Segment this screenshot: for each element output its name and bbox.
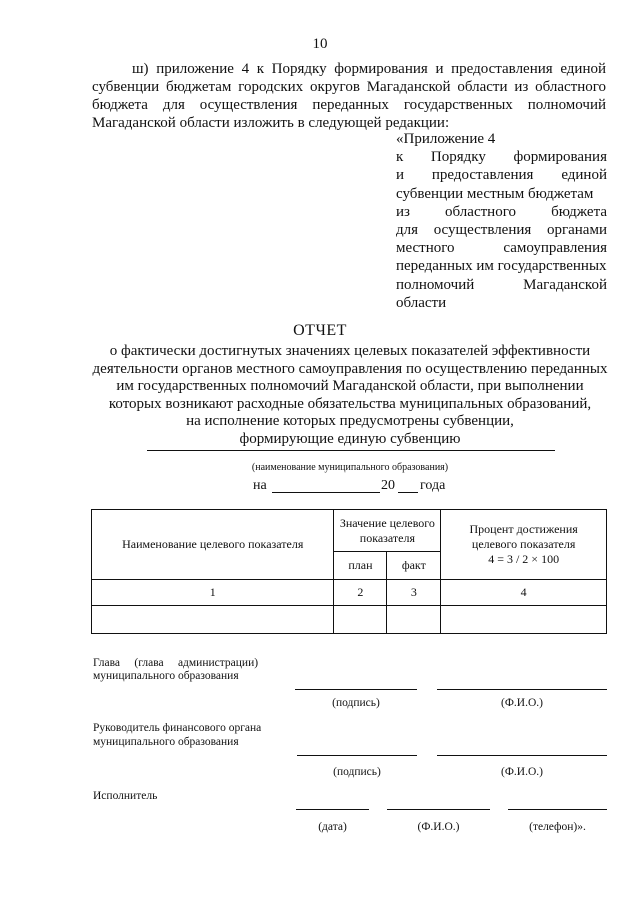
period-year-prefix: 20: [381, 478, 395, 493]
executor-date-line: [296, 809, 369, 810]
subtitle-line: на исполнение которых предусмотрены субвенции,: [186, 413, 514, 430]
appendix-line: и предоставления единой: [396, 167, 607, 184]
subtitle-line: формирующие единую субвенцию: [239, 430, 461, 447]
executor-phone-line: [508, 809, 607, 810]
executor-fio-line: [387, 809, 490, 810]
intro-line: Магаданской области изложить в следующей редакции:: [92, 115, 450, 131]
col-number: 4: [441, 580, 607, 606]
col-header-value: Значение целевого показателя: [334, 510, 441, 552]
fin-title-line2: муниципального образования: [93, 736, 239, 748]
col-header-fact: факт: [387, 552, 441, 580]
fin-signature-line: [297, 755, 417, 756]
appendix-line: к Порядку формирования: [396, 149, 607, 166]
appendix-line: переданных им государственных: [396, 258, 607, 275]
executor-date-caption: (дата): [318, 821, 347, 833]
executor-fio-caption: (Ф.И.О.): [417, 821, 460, 833]
head-title-line2: муниципального образования: [93, 670, 239, 682]
head-fio-caption: (Ф.И.О.): [501, 697, 543, 709]
col-header-indicator: Наименование целевого показателя: [92, 510, 334, 580]
subtitle-line: им государственных полномочий Магаданской области, при выполнении: [116, 378, 584, 395]
col-header-percent: Процент достижения целевого показателя 4 = 3 / 2 × 100: [441, 510, 607, 580]
col-number: 2: [334, 580, 387, 606]
executor-label: Исполнитель: [93, 790, 158, 802]
subtitle-line: которых возникают расходные обязательства муниципальных образований,: [108, 395, 592, 412]
period-year-line: [398, 492, 418, 493]
intro-line: бюджета для осуществления переданных государственных полномочий: [92, 97, 606, 113]
appendix-line: для осуществления органами: [396, 222, 607, 239]
fin-fio-caption: (Ф.И.О.): [501, 766, 543, 778]
intro-paragraph: [92, 60, 606, 132]
period-prefix: на: [253, 478, 267, 493]
executor-phone-caption: (телефон)».: [529, 821, 586, 833]
appendix-heading: «Приложение 4: [396, 131, 496, 147]
period-date-line: [272, 492, 380, 493]
intro-line: субвенции бюджетам городских округов Магаданской области из областного: [92, 79, 606, 95]
appendix-line: из областного бюджета: [396, 203, 607, 220]
head-fio-line: [437, 689, 607, 690]
appendix-line: местного самоуправления: [396, 240, 607, 257]
period-suffix: года: [420, 478, 446, 493]
subtitle-line: о фактически достигнутых значениях целевых показателей эффективности: [109, 343, 591, 359]
table-cell: [387, 606, 441, 634]
indicators-table: [91, 509, 607, 634]
fin-fio-line: [437, 755, 607, 756]
col-number: 1: [92, 580, 334, 606]
fin-title-line1: Руководитель финансового органа: [93, 722, 262, 734]
intro-line: ш) приложение 4 к Порядку формирования и предоставления единой: [132, 61, 606, 77]
col-number: 3: [387, 580, 441, 606]
appendix-line: субвенции местным бюджетам: [396, 185, 594, 202]
report-title: ОТЧЕТ: [293, 322, 347, 339]
appendix-line: полномочий Магаданской: [396, 276, 607, 293]
page-number: 10: [312, 36, 328, 52]
mo-name-line: [147, 450, 555, 451]
table-cell: [441, 606, 607, 634]
table-cell: [92, 606, 334, 634]
appendix-block: [396, 130, 607, 312]
head-signature-caption: (подпись): [332, 697, 380, 709]
mo-name-caption: (наименование муниципального образования): [251, 462, 449, 473]
head-title-line1: Глава (глава администрации): [93, 657, 259, 669]
head-signature-line: [295, 689, 417, 690]
appendix-line: области: [396, 294, 447, 311]
col-header-plan: план: [334, 552, 387, 580]
table-cell: [334, 606, 387, 634]
report-subtitle: [80, 343, 620, 449]
subtitle-line: деятельности органов местного самоуправления по осуществлению переданных: [92, 360, 608, 377]
fin-signature-caption: (подпись): [333, 766, 381, 778]
